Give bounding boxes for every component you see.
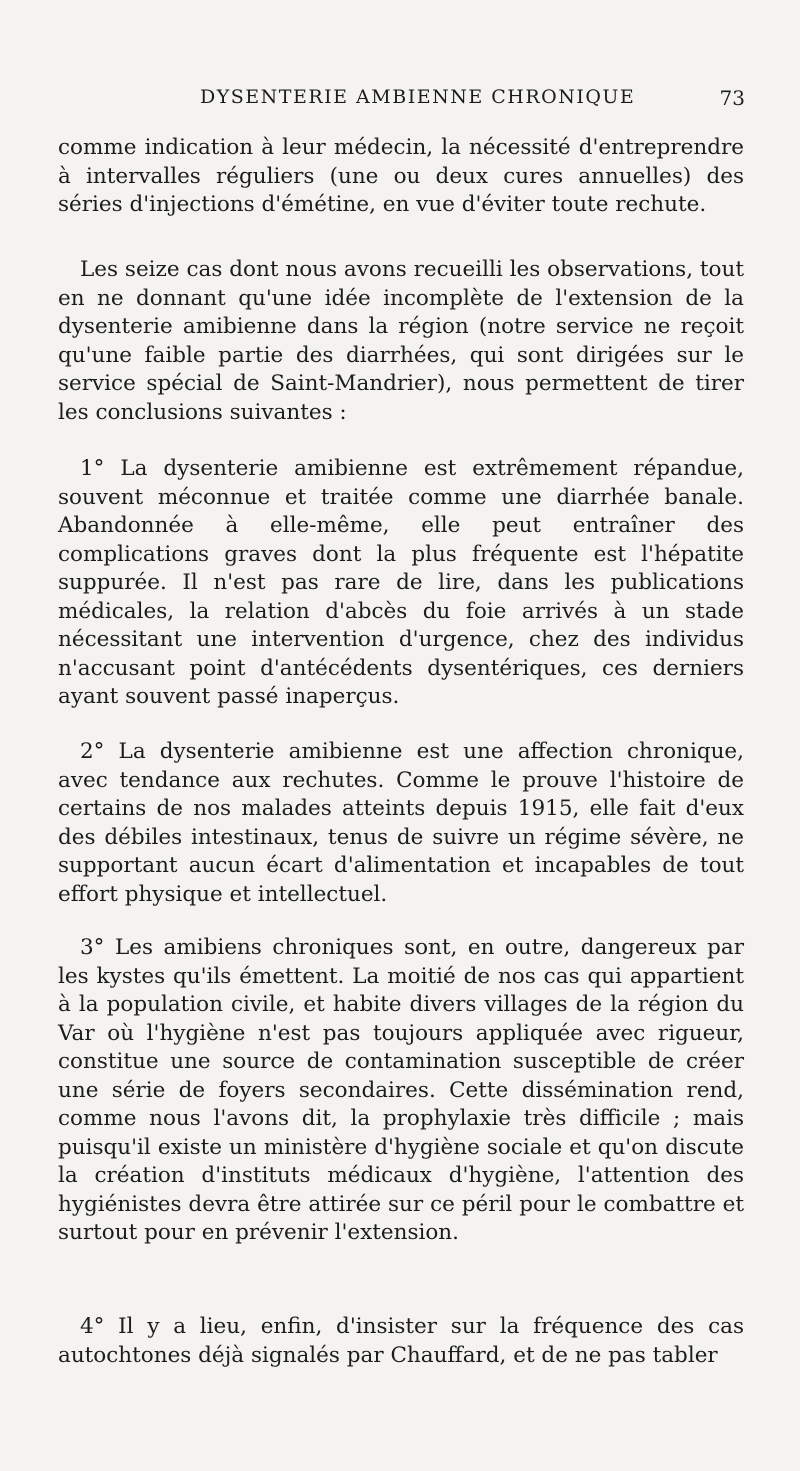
paragraph-observations: Les seize cas dont nous avons recueilli les observations, tout en ne donnant qu'une idée incomplète de l'extension de la dysenterie amibienne dans la région (notre service ne reçoit qu'une faible partie des diarrhées, qui sont dirigées sur le service spécial de Saint-Mandrier), nous permettent de tirer les conclusions suivantes : xyxy=(58,257,744,425)
conclusion-3: 3° Les amibiens chroniques sont, en outre, dangereux par les kystes qu'ils émettent. La moitié de nos cas qui appartient à la population civile, et habite divers villages de la région du Var où l'hygiène n'est pas toujours appliquée avec rigueur, constitue une source de contamination susceptible de créer une série de foyers secondaires. Cette dissémination rend, comme nous l'avons dit, la prophylaxie très difficile ; mais puisqu'il existe un ministère d'hygiène sociale et qu'on discute la création d'instituts médicaux d'hygiène, l'attention des hygiénistes devra être attirée sur ce péril pour le combattre et surtout pour en prévenir l'extension. xyxy=(58,935,744,1245)
paragraph-continuation: comme indication à leur médecin, la nécessité d'entreprendre à intervalles réguliers (une ou deux cures annuelles) des séries d'injections d'émétine, en vue d'éviter toute rechute. xyxy=(58,135,744,217)
page-header xyxy=(60,80,745,120)
running-title: DYSENTERIE AMBIENNE CHRONIQUE xyxy=(200,86,636,108)
page-number: 73 xyxy=(719,86,745,110)
conclusion-4: 4° Il y a lieu, enfin, d'insister sur la fréquence des cas autochtones déjà signalés par Chauffard, et de ne pas tabler xyxy=(58,1314,744,1368)
conclusion-1: 1° La dysenterie amibienne est extrêmement répandue, souvent méconnue et traitée comme une diarrhée banale. Abandonnée à elle-même, elle peut entraîner des complications graves dont la plus fréquente est l'hépatite suppurée. Il n'est pas rare de lire, dans les publications médicales, la relation d'abcès du foie arrivés à un stade nécessitant une intervention d'urgence, chez des individus n'accusant point d'antécédents dysentériques, ces derniers ayant souvent passé inaperçus. xyxy=(58,456,744,709)
conclusion-2: 2° La dysenterie amibienne est une affection chronique, avec tendance aux rechutes. Comme le prouve l'histoire de certains de nos malades atteints depuis 1915, elle fait d'eux des débiles intestinaux, tenus de suivre un régime sévère, ne supportant aucun écart d'alimentation et incapables de tout effort physique et intellectuel. xyxy=(58,739,744,907)
